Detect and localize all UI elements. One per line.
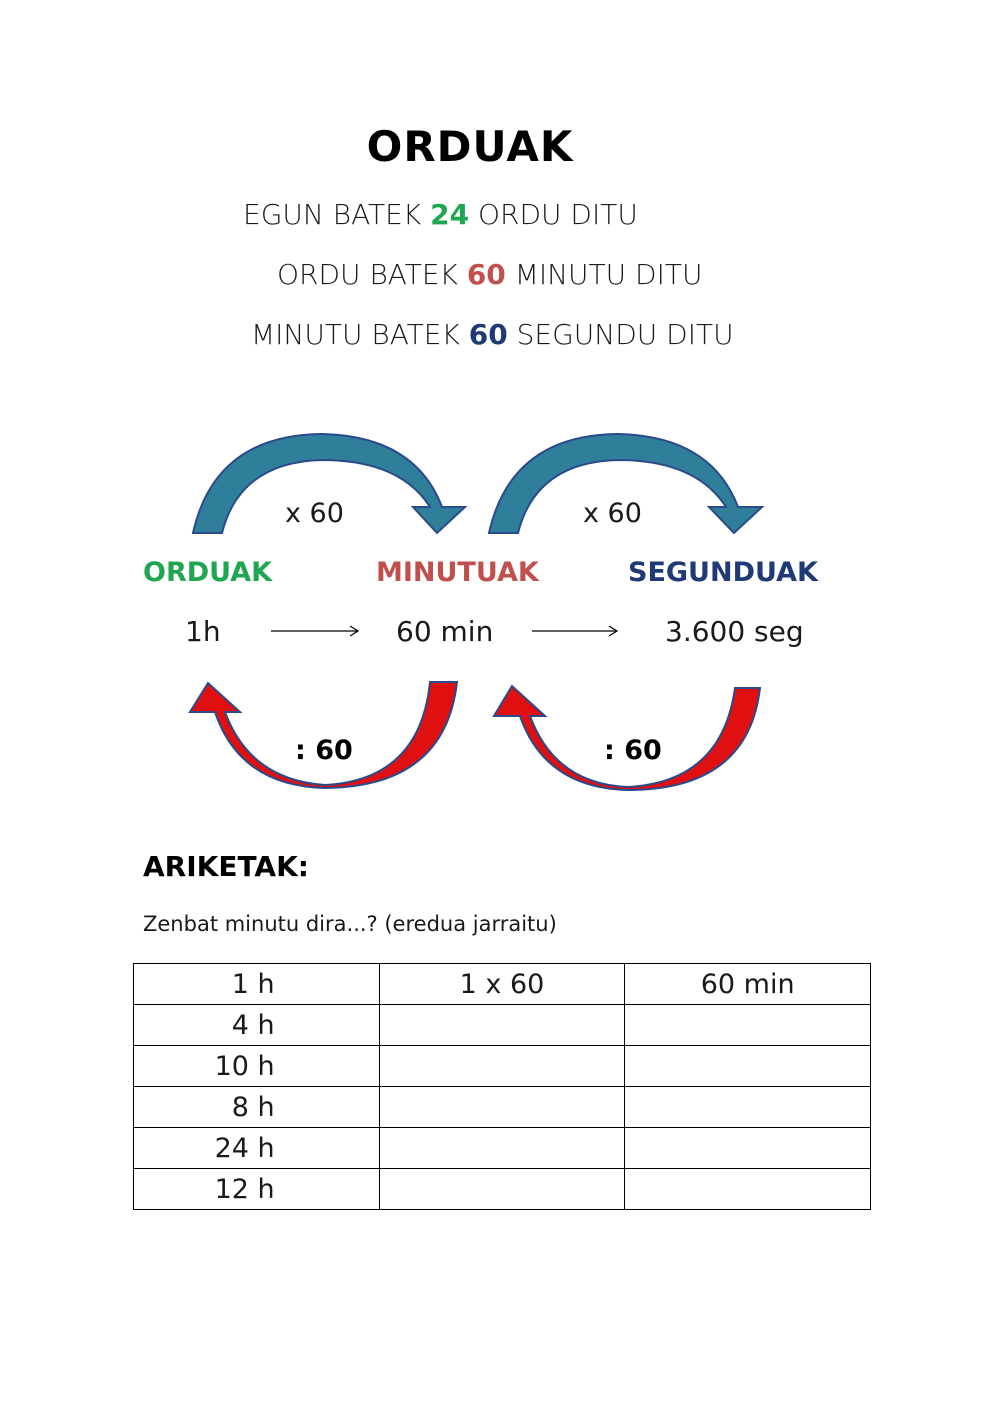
unit-minutes-heading: MINUTUAK xyxy=(376,557,539,588)
divide-label: : 60 xyxy=(604,735,662,766)
result-cell[interactable] xyxy=(625,1128,871,1169)
fact-number: 60 xyxy=(468,318,508,351)
result-cell[interactable] xyxy=(625,1169,871,1210)
operation-cell[interactable] xyxy=(379,1087,625,1128)
result-cell[interactable] xyxy=(625,1005,871,1046)
multiply-label: x 60 xyxy=(583,498,642,529)
fact-text: MINUTU DITU xyxy=(505,258,703,291)
divide-label: : 60 xyxy=(295,735,353,766)
operation-cell[interactable] xyxy=(379,1005,625,1046)
unit-seconds-heading: SEGUNDUAK xyxy=(628,557,818,588)
fact-number: 60 xyxy=(466,258,506,291)
fact-text: ORDU BATEK xyxy=(277,258,467,291)
operation-cell[interactable] xyxy=(379,1128,625,1169)
hours-cell: 8 h xyxy=(134,1087,380,1128)
unit-hours-heading: ORDUAK xyxy=(143,557,273,588)
value-hours: 1h xyxy=(185,615,221,648)
table-row xyxy=(134,1128,871,1169)
operation-cell[interactable] xyxy=(379,1046,625,1087)
result-cell[interactable] xyxy=(625,1087,871,1128)
hours-cell: 24 h xyxy=(134,1128,380,1169)
table-row xyxy=(134,1046,871,1087)
hours-cell: 12 h xyxy=(134,1169,380,1210)
result-cell[interactable] xyxy=(625,1046,871,1087)
fact-number: 24 xyxy=(430,198,470,231)
table-row xyxy=(134,1005,871,1046)
table-row xyxy=(134,1169,871,1210)
operation-cell[interactable] xyxy=(379,1169,625,1210)
page-title: ORDUAK xyxy=(366,122,574,171)
fact-text: ORDU DITU xyxy=(469,198,638,231)
multiply-label: x 60 xyxy=(285,498,344,529)
hours-cell: 1 h xyxy=(134,964,380,1005)
table-row xyxy=(134,964,871,1005)
value-minutes: 60 min xyxy=(396,615,494,648)
result-cell[interactable]: 60 min xyxy=(625,964,871,1005)
exercise-table xyxy=(133,963,871,1210)
exercises-title: ARIKETAK: xyxy=(143,850,309,883)
value-seconds: 3.600 seg xyxy=(665,615,804,648)
hours-cell: 10 h xyxy=(134,1046,380,1087)
hours-cell: 4 h xyxy=(134,1005,380,1046)
fact-text: MINUTU BATEK xyxy=(251,318,469,351)
table-row xyxy=(134,1087,871,1128)
fact-text: SEGUNDU DITU xyxy=(507,318,734,351)
operation-cell[interactable]: 1 x 60 xyxy=(379,964,625,1005)
fact-text: EGUN BATEK xyxy=(243,198,431,231)
exercises-instruction: Zenbat minutu dira...? (eredua jarraitu) xyxy=(143,912,557,936)
